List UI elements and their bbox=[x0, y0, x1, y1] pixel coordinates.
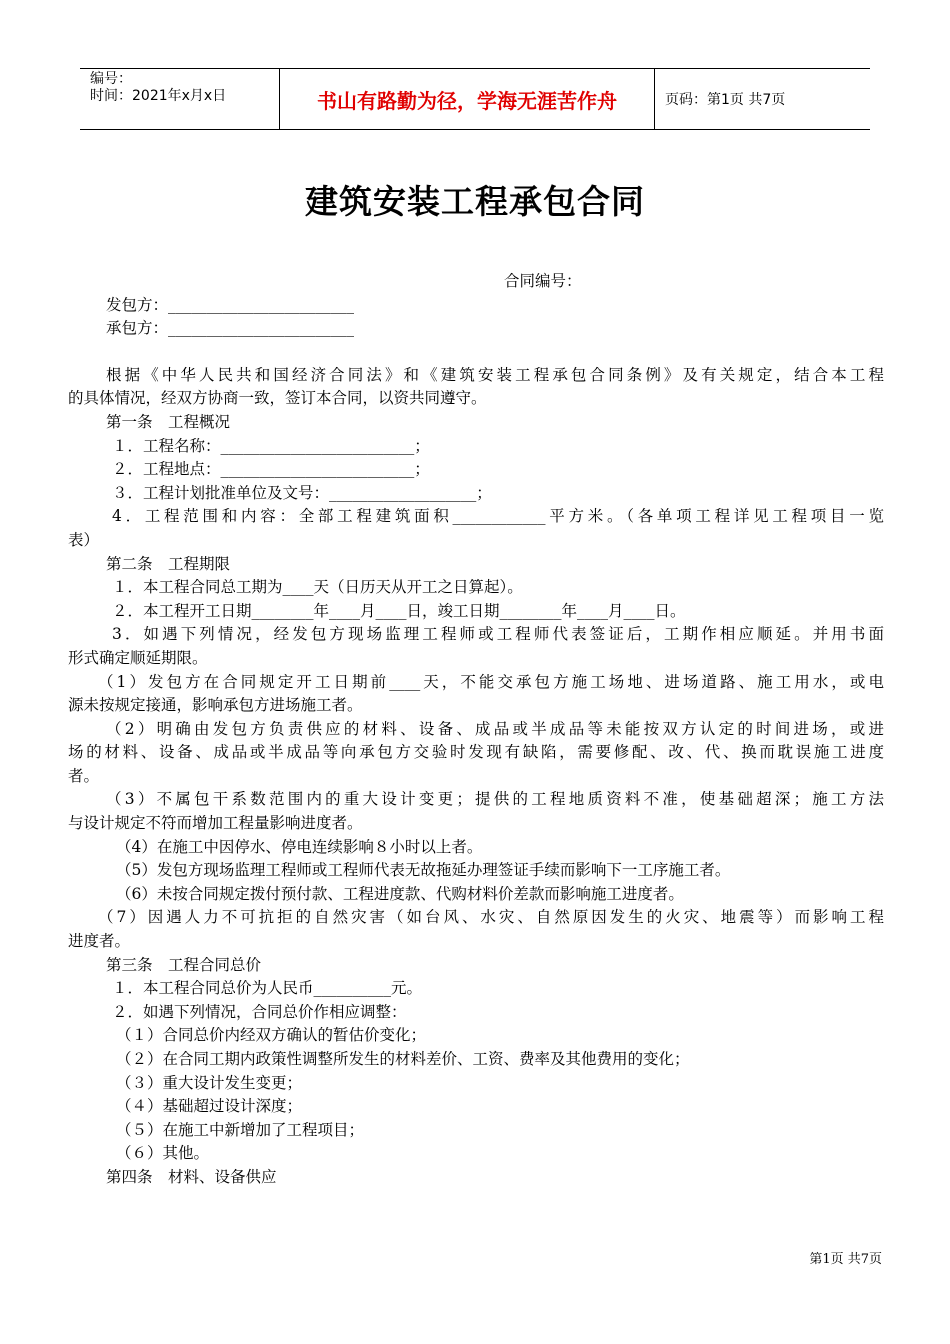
paragraph-line: （１）合同总价内经双方确认的暂估价变化； bbox=[116, 1026, 427, 1045]
paragraph-line: （３）重大设计发生变更； bbox=[116, 1073, 303, 1092]
paragraph-line: ２．工程地点：_________________________； bbox=[112, 460, 430, 479]
paragraph-line: （２）在合同工期内政策性调整所发生的材料差价、工资、费率及其他费用的变化； bbox=[116, 1050, 690, 1068]
date-label: 时间：2021年x月x日 bbox=[90, 88, 227, 104]
header-page-info: 页码：第1页 共7页 bbox=[665, 92, 786, 108]
paragraph-line: （6）未按合同规定拨付预付款、工程进度款、代购材料价差款而影响施工进度者。 bbox=[116, 884, 684, 903]
paragraph-line: ３．工程计划批准单位及文号：___________________； bbox=[112, 483, 492, 502]
paragraph-line: （7）因遇人力不可抗拒的自然灾害（如台风、水灾、自然原因发生的火灾、地震等）而影响工程 bbox=[98, 908, 884, 927]
paragraph-line: 场的材料、设备、成品或半成品等向承包方交验时发现有缺陷，需要修配、改、代、换而耽误施工进度 bbox=[68, 743, 884, 762]
party-b-line: 承包方：________________________ bbox=[106, 319, 355, 338]
paragraph-line: （４）基础超过设计深度； bbox=[116, 1097, 303, 1116]
paragraph-line: １．本工程合同总价为人民币__________元。 bbox=[112, 979, 423, 998]
page-footer: 第1页 共7页 bbox=[809, 1252, 882, 1267]
paragraph-line: （５）在施工中新增加了工程项目； bbox=[116, 1120, 365, 1139]
paragraph-line: （4）在施工中因停水、停电连续影响８小时以上者。 bbox=[116, 837, 483, 856]
paragraph-line: １．本工程合同总工期为____天（日历天从开工之日算起）。 bbox=[112, 578, 523, 597]
paragraph-line: （3）不属包干系数范围内的重大设计变更；提供的工程地质资料不准，使基础超深；施工方法 bbox=[106, 790, 884, 809]
paragraph-line: 形式确定顺延期限。 bbox=[68, 648, 208, 667]
document-body bbox=[68, 270, 884, 1190]
paragraph-line: 者。 bbox=[68, 766, 100, 785]
paragraph-line: １．工程名称：_________________________； bbox=[112, 436, 430, 455]
page-header bbox=[80, 68, 870, 130]
paragraph-line: ２．本工程开工日期________年____月____日，竣工日期________年____月____日。 bbox=[112, 601, 686, 620]
article-heading: 第二条 工程期限 bbox=[106, 554, 231, 573]
paragraph-line: （2）明确由发包方负责供应的材料、设备、成品或半成品等未能按双方认定的时间进场，或进 bbox=[106, 719, 884, 738]
paragraph-line: ２．如遇下列情况，合同总价作相应调整： bbox=[112, 1002, 407, 1021]
article-heading: 第一条 工程概况 bbox=[106, 412, 231, 431]
header-motto: 书山有路勤为径，学海无涯苦作舟 bbox=[280, 69, 655, 129]
paragraph-line: （5）发包方现场监理工程师或工程师代表无故拖延办理签证手续而影响下一工序施工者。 bbox=[116, 861, 731, 880]
paragraph-line: 3．如遇下列情况，经发包方现场监理工程师或工程师代表签证后，工期作相应顺延。并用书面 bbox=[112, 625, 884, 644]
article-heading: 第四条 材料、设备供应 bbox=[106, 1167, 277, 1186]
paragraph-line: 的具体情况，经双方协商一致，签订本合同，以资共同遵守。 bbox=[68, 389, 487, 408]
paragraph-line: 源未按规定接通，影响承包方进场施工者。 bbox=[68, 696, 363, 715]
paragraph-line: （1）发包方在合同规定开工日期前____天，不能交承包方施工场地、进场道路、施工用水，或电 bbox=[98, 672, 884, 691]
header-meta bbox=[80, 69, 280, 129]
paragraph-line: 4．工程范围和内容：全部工程建筑面积____________平方米。（各单项工程详见工程项目一览 bbox=[112, 507, 884, 526]
party-a-line: 发包方：________________________ bbox=[106, 295, 355, 314]
paragraph-line: （６）其他。 bbox=[116, 1144, 210, 1163]
paragraph-line: 与设计规定不符而增加工程量影响进度者。 bbox=[68, 814, 363, 833]
paragraph-line: 进度者。 bbox=[68, 932, 131, 951]
document-title: 建筑安装工程承包合同 bbox=[305, 182, 645, 221]
contract-number-label: 合同编号： bbox=[504, 272, 582, 290]
number-label: 编号： bbox=[90, 71, 132, 87]
paragraph-line: 表） bbox=[68, 530, 100, 549]
article-heading: 第三条 工程合同总价 bbox=[106, 955, 262, 974]
paragraph-line: 根据《中华人民共和国经济合同法》和《建筑安装工程承包合同条例》及有关规定，结合本工程 bbox=[106, 365, 884, 384]
